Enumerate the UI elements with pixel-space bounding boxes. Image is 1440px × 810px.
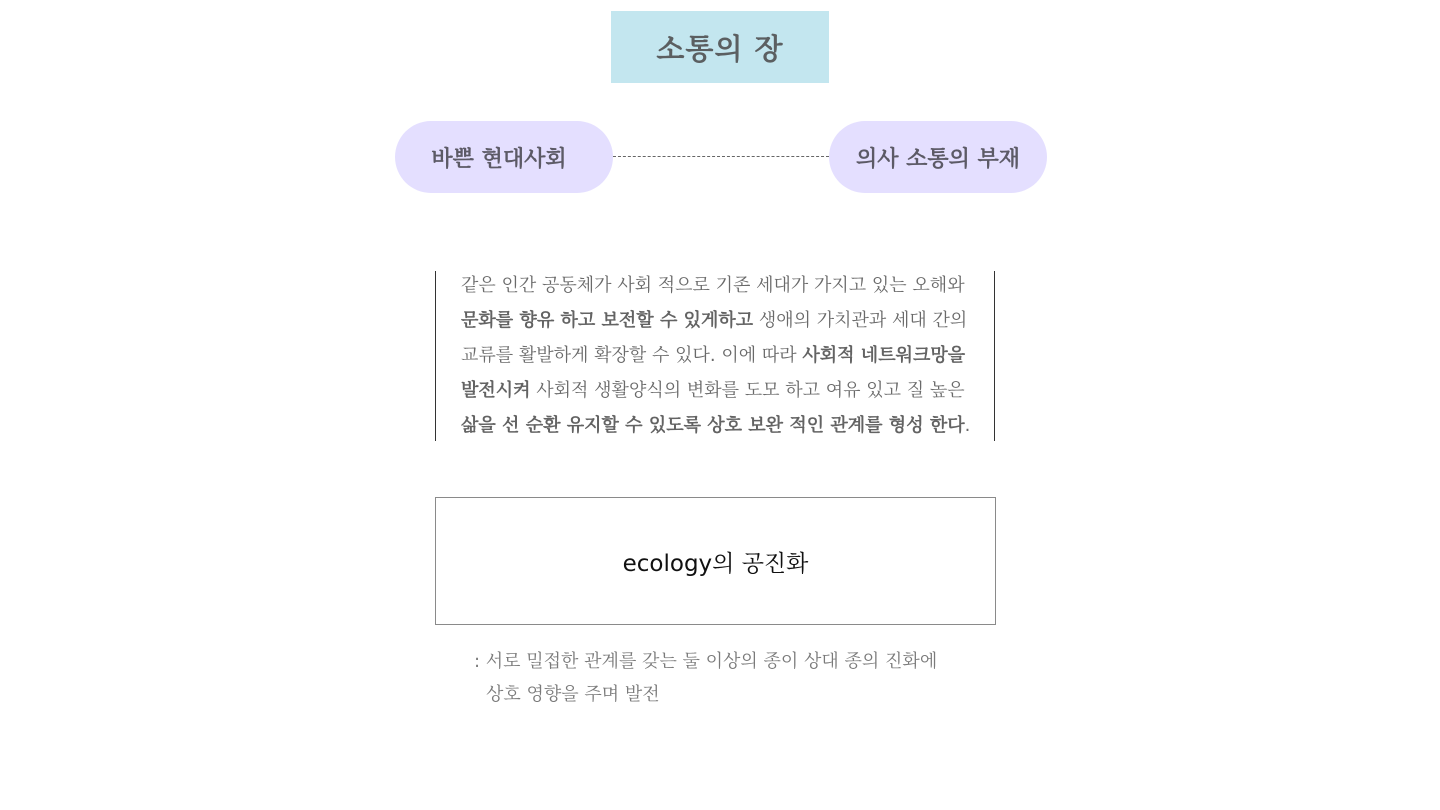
paragraph-emphasis: 문화를 향유 하고 보전할 수 있게하고 (461, 310, 754, 331)
paragraph-text: 교류를 활발하게 확장할 수 있다. 이에 따라 (461, 345, 803, 366)
dashed-connector (613, 156, 829, 157)
description-paragraph (435, 271, 995, 441)
definition-line-2: 상호 영향을 주며 발전 (486, 684, 660, 705)
paragraph-line (461, 341, 965, 376)
ecology-label: ecology의 공진화 (622, 550, 809, 577)
pill-left-label: 바쁜 현대사회 (431, 146, 567, 172)
definition-text (474, 645, 994, 711)
paragraph-text: 사회적 생활양식의 변화를 도모 하고 여유 있고 질 높은 (530, 380, 965, 401)
definition-line-1: : 서로 밀접한 관계를 갖는 둘 이상의 종이 상대 종의 진화에 (474, 651, 938, 672)
pill-right-label: 의사 소통의 부재 (855, 146, 1021, 172)
paragraph-line (461, 306, 967, 341)
title-text: 소통의 장 (656, 31, 784, 66)
paragraph-line (461, 376, 965, 411)
paragraph-text: . (964, 415, 971, 436)
paragraph-emphasis: 발전시켜 (461, 380, 531, 401)
paragraph-line (461, 411, 970, 446)
paragraph-emphasis: 삶을 선 순환 유지할 수 있도록 상호 보완 적인 관계를 형성 한다 (461, 415, 965, 436)
paragraph-line (461, 271, 965, 306)
title-box (611, 11, 829, 83)
paragraph-text: 생애의 가치관과 세대 간의 (753, 310, 968, 331)
paragraph-text: 같은 인간 공동체가 사회 적으로 기존 세대가 가지고 있는 오해와 (461, 275, 965, 296)
ecology-box (435, 497, 996, 625)
paragraph-emphasis: 사회적 네트워크망을 (802, 345, 966, 366)
pill-lack-of-communication (829, 121, 1047, 193)
pill-busy-modern-society (395, 121, 613, 193)
